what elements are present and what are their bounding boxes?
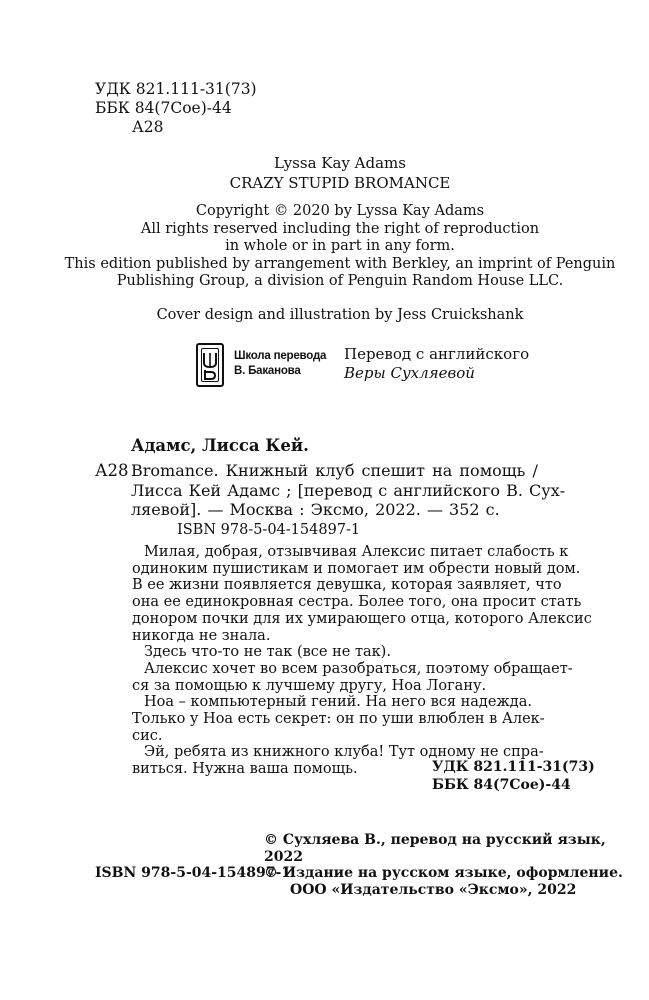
original-title: CRAZY STUPID BROMANCE [229, 174, 451, 192]
annotation-line: виться. Нужна ваша помощь. [132, 761, 358, 778]
catalog-entry-line: ляевой]. — Москва : Эксмо, 2022. — 352 с. [131, 500, 500, 520]
catalog-call-mark: А28 [95, 461, 129, 480]
rights-line: All rights reserved including the right of reproduction [140, 220, 540, 237]
catalog-entry-line: Bromance. Книжный клуб спешит на помощь / [131, 461, 538, 480]
rights-block [60, 203, 620, 291]
school-logo-text [234, 349, 326, 379]
cover-credit: Cover design and illustration by Jess Cruickshank [156, 307, 524, 323]
udk-code: УДК 821.111-31(73) [95, 80, 257, 98]
annotation [132, 544, 592, 778]
catalog-entry [131, 461, 586, 520]
rights-line: This edition published by arrangement with Berkley, an imprint of Penguin [64, 255, 616, 272]
bottom-classification-codes [432, 759, 595, 795]
annotation-line: она ее единокровная сестра. Более того, она просит стать [132, 594, 582, 611]
school-logo-mark-icon [196, 343, 224, 387]
annotation-line: Эй, ребята из книжного клуба! Тут одному не спра- [144, 744, 544, 761]
copyright-notices [264, 832, 649, 899]
annotation-line: Только у Ноа есть секрет: он по уши влюблен в Алек- [132, 711, 545, 728]
bottom-bbk-code: ББК 84(7Сое)-44 [432, 776, 571, 793]
original-author: Lyssa Kay Adams [274, 154, 406, 172]
annotation-line: В ее жизни появляется девушка, которая заявляет, что [132, 577, 562, 594]
rights-line: in whole or in part in any form. [225, 238, 455, 255]
school-logo-line2: В. Баканова [234, 365, 301, 377]
copyright-edition: © Издание на русском языке, оформление. [264, 865, 623, 882]
annotation-line: никогда не знала. [132, 627, 271, 644]
bbk-code: ББК 84(7Сое)-44 [95, 99, 232, 117]
classification-codes [95, 80, 257, 137]
bottom-udk-code: УДК 821.111-31(73) [432, 759, 595, 775]
annotation-line: ся за помощью к лучшему другу, Ноа Логану. [132, 677, 487, 694]
rights-line: Copyright © 2020 by Lyssa Kay Adams [195, 203, 485, 219]
copyright-publisher: ООО «Издательство «Эксмо», 2022 [290, 882, 577, 899]
translator-name: Веры Сухляевой [344, 364, 475, 382]
copyright-translation: © Сухляева В., перевод на русский язык, 2022 [264, 832, 606, 865]
catalog-isbn: ISBN 978-5-04-154897-1 [177, 522, 361, 538]
school-logo-line1: Школа перевода [234, 350, 327, 362]
rights-line: Publishing Group, a division of Penguin Random House LLC. [116, 273, 564, 290]
annotation-line: Здесь что-то не так (все не так). [144, 644, 391, 661]
annotation-line: Милая, добрая, отзывчивая Алексис питает слабость к [144, 544, 569, 560]
original-title-block [60, 153, 620, 193]
catalog-heading: Адамс, Лисса Кей. [131, 436, 309, 455]
annotation-line: донором почки для их умирающего отца, которого Алексис [132, 610, 592, 627]
isbn-bottom: ISBN 978-5-04-154897-1 [95, 865, 292, 881]
author-mark: А28 [132, 118, 164, 136]
annotation-line: Ноа – компьютерный гений. На него вся надежда. [144, 694, 532, 711]
annotation-line: Алексис хочет во всем разобраться, поэтому обращает- [144, 660, 573, 677]
annotation-line: одиноким пушистикам и помогает им обрести новый дом. [132, 560, 581, 577]
translation-credit [344, 345, 529, 383]
annotation-line: сис. [132, 727, 163, 744]
translation-line: Перевод с английского [344, 345, 530, 363]
translation-school-logo [196, 343, 346, 391]
catalog-entry-line: Лисса Кей Адамс ; [перевод с английского В. Сух- [131, 480, 566, 500]
